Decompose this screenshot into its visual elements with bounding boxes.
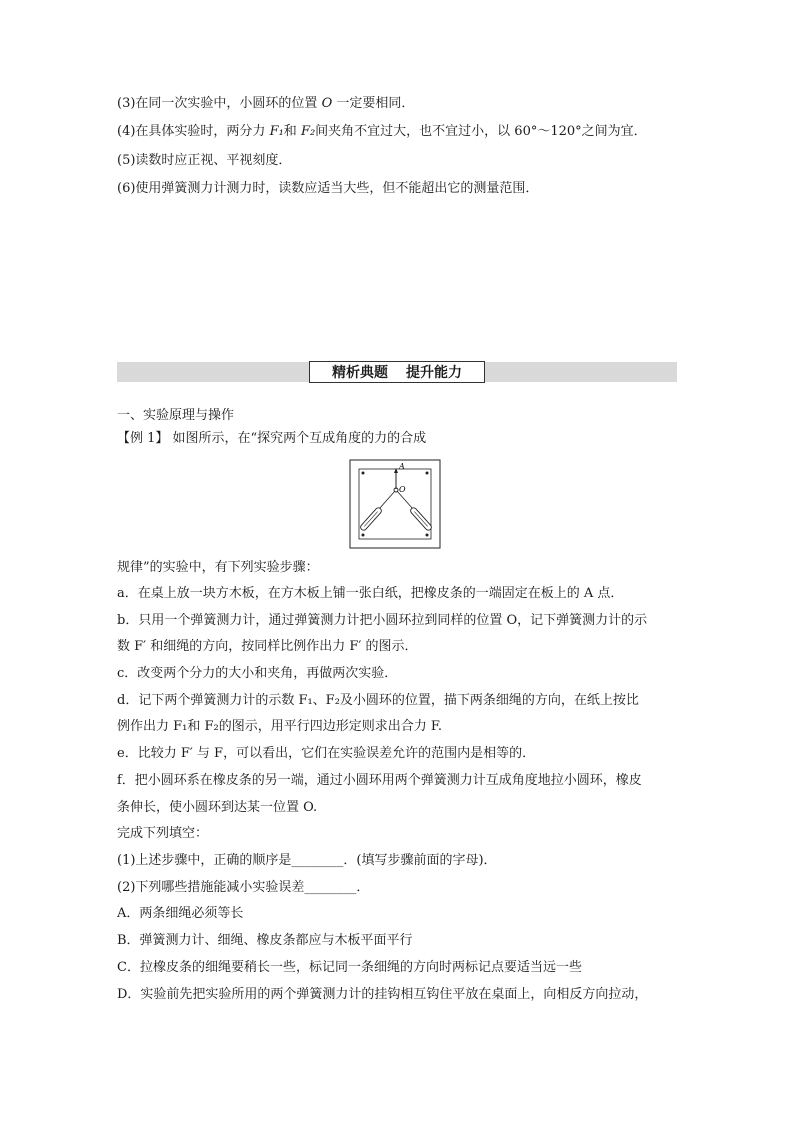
note-5: (5)读数时应正视、平视刻度． <box>117 153 292 168</box>
option-c: C．拉橡皮条的细绳要稍长一些，标记同一条细绳的方向时两标记点要适当远一些 <box>117 960 582 975</box>
step-b: b．只用一个弹簧测力计，通过弹簧测力计把小圆环拉到同样的位置 O，记下弹簧测力计的示 <box>117 613 648 628</box>
note-6: (6)使用弹簧测力计测力时，读数应适当大些，但不能超出它的测量范围． <box>117 181 539 196</box>
banner-left-text: 精析典题 <box>332 365 388 381</box>
step-d-cont: 例作出力 F₁和 F₂的图示，用平行四边形定则求出合力 F. <box>117 719 442 734</box>
step-e: e．比较力 F′ 与 F，可以看出，它们在实验误差允许的范围内是相等的． <box>117 746 536 761</box>
option-d: D．实验前先把实验所用的两个弹簧测力计的挂钩相互钩住平放在桌面上，向相反方向拉动， <box>117 987 648 1002</box>
banner-right-text: 提升能力 <box>406 365 462 381</box>
note-4: (4)在具体实验时，两分力 F₁和 F₂间夹角不宜过大，也不宜过小，以 60°～120°之间为宜． <box>117 124 647 139</box>
section-banner <box>309 361 485 383</box>
note-3: (3)在同一次实验中，小圆环的位置 O 一定要相同． <box>117 96 415 111</box>
experiment-figure <box>349 459 441 549</box>
section-title: 一、实验原理与操作 <box>117 408 235 423</box>
label-o: O <box>399 485 406 494</box>
example-intro: 【例 1】 如图所示，在“探究两个互成角度的力的合成 <box>117 431 427 446</box>
option-a: A．两条细绳必须等长 <box>117 906 244 921</box>
step-a: a．在桌上放一块方木板，在方木板上铺一张白纸，把橡皮条的一端固定在板上的 A 点． <box>117 586 624 601</box>
example-intro-cont: 规律”的实验中，有下列实验步骤： <box>117 560 319 575</box>
option-b: B．弹簧测力计、细绳、橡皮条都应与木板平面平行 <box>117 933 413 948</box>
step-b-cont: 数 F′ 和细绳的方向，按同样比例作出力 F′ 的图示． <box>117 639 418 654</box>
step-c: c．改变两个分力的大小和夹角，再做两次实验． <box>117 666 398 681</box>
step-d: d．记下两个弹簧测力计的示数 F₁、F₂及小圆环的位置，描下两条细绳的方向，在纸上按比 <box>117 693 639 708</box>
step-f: f．把小圆环系在橡皮条的另一端，通过小圆环用两个弹簧测力计互成角度地拉小圆环，橡皮 <box>117 773 642 788</box>
question-2: (2)下列哪些措施能减小实验误差________． <box>117 880 370 895</box>
label-a: A <box>399 462 405 471</box>
step-f-cont: 条伸长，使小圆环到达某一位置 O. <box>117 800 318 815</box>
fill-in-prompt: 完成下列填空： <box>117 826 209 841</box>
question-1: (1)上述步骤中，正确的顺序是________．(填写步骤前面的字母)． <box>117 853 497 868</box>
